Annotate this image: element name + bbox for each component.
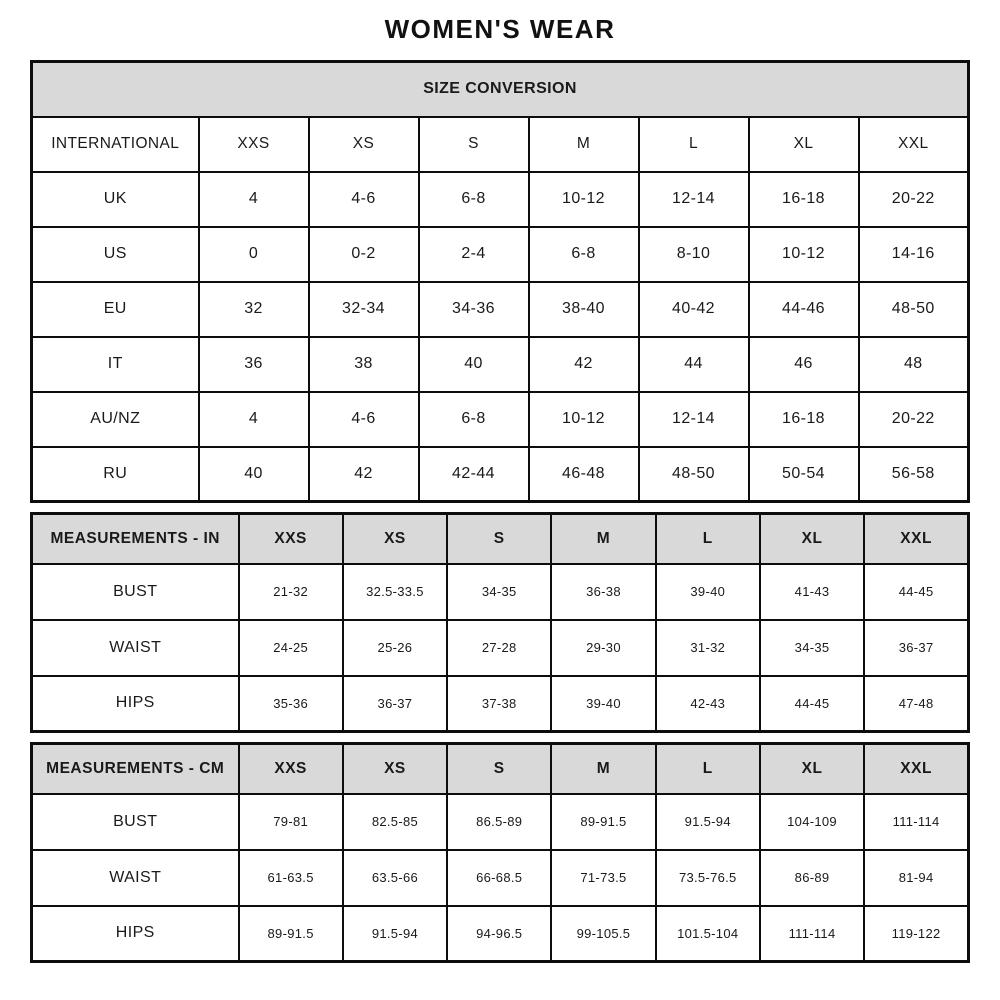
cell: 42-43: [656, 676, 760, 732]
cell: 20-22: [859, 172, 969, 227]
col-header: INTERNATIONAL: [32, 117, 199, 172]
col-header: S: [419, 117, 529, 172]
col-header: XS: [343, 514, 447, 564]
row-label: EU: [32, 282, 199, 337]
cell: 44-45: [760, 676, 864, 732]
cell: 94-96.5: [447, 906, 551, 962]
row-label: IT: [32, 337, 199, 392]
page-title: WOMEN'S WEAR: [384, 14, 616, 44]
cell: 111-114: [864, 794, 968, 850]
table-row: [32, 337, 969, 392]
cell: 73.5-76.5: [656, 850, 760, 906]
col-header: L: [639, 117, 749, 172]
cell: 42: [529, 337, 639, 392]
row-label: WAIST: [32, 620, 239, 676]
row-label: HIPS: [32, 906, 239, 962]
cell: 14-16: [859, 227, 969, 282]
cell: 34-35: [760, 620, 864, 676]
row-label: UK: [32, 172, 199, 227]
cell: 0: [199, 227, 309, 282]
cell: 39-40: [551, 676, 655, 732]
col-header: M: [551, 514, 655, 564]
cell: 25-26: [343, 620, 447, 676]
size-conversion-title: SIZE CONVERSION: [32, 62, 969, 117]
cell: 44-46: [749, 282, 859, 337]
cell: 8-10: [639, 227, 749, 282]
cell: 48-50: [639, 447, 749, 502]
table-row: [32, 447, 969, 502]
cell: 24-25: [239, 620, 343, 676]
cell: 48-50: [859, 282, 969, 337]
cell: 36-37: [343, 676, 447, 732]
cell: 16-18: [749, 392, 859, 447]
cell: 91.5-94: [656, 794, 760, 850]
col-header: XXL: [864, 744, 968, 794]
cell: 56-58: [859, 447, 969, 502]
table-row: [32, 227, 969, 282]
measurements-in-header-row: [32, 514, 969, 564]
cell: 86.5-89: [447, 794, 551, 850]
table-row: [32, 564, 969, 620]
col-header: XL: [760, 514, 864, 564]
cell: 79-81: [239, 794, 343, 850]
cell: 38-40: [529, 282, 639, 337]
cell: 61-63.5: [239, 850, 343, 906]
cell: 32.5-33.5: [343, 564, 447, 620]
size-conversion-banner-row: [32, 62, 969, 117]
cell: 34-35: [447, 564, 551, 620]
col-header: XS: [309, 117, 419, 172]
cell: 36-37: [864, 620, 968, 676]
col-header: S: [447, 514, 551, 564]
table-row: [32, 906, 969, 962]
row-label: US: [32, 227, 199, 282]
cell: 82.5-85: [343, 794, 447, 850]
table-row: [32, 392, 969, 447]
col-header: L: [656, 514, 760, 564]
col-header: MEASUREMENTS - CM: [32, 744, 239, 794]
measurements-cm-table: [30, 742, 970, 963]
cell: 4: [199, 392, 309, 447]
col-header: XS: [343, 744, 447, 794]
cell: 16-18: [749, 172, 859, 227]
cell: 36-38: [551, 564, 655, 620]
cell: 104-109: [760, 794, 864, 850]
row-label: RU: [32, 447, 199, 502]
cell: 119-122: [864, 906, 968, 962]
cell: 2-4: [419, 227, 529, 282]
cell: 47-48: [864, 676, 968, 732]
size-conversion-header-row: [32, 117, 969, 172]
cell: 12-14: [639, 172, 749, 227]
cell: 46-48: [529, 447, 639, 502]
cell: 89-91.5: [239, 906, 343, 962]
cell: 21-32: [239, 564, 343, 620]
cell: 40: [199, 447, 309, 502]
cell: 6-8: [419, 392, 529, 447]
cell: 41-43: [760, 564, 864, 620]
measurements-in-table: [30, 512, 970, 733]
col-header: L: [656, 744, 760, 794]
cell: 36: [199, 337, 309, 392]
cell: 81-94: [864, 850, 968, 906]
cell: 10-12: [529, 392, 639, 447]
col-header: XXL: [864, 514, 968, 564]
size-conversion-table: [30, 60, 970, 503]
table-row: [32, 282, 969, 337]
cell: 99-105.5: [551, 906, 655, 962]
col-header: M: [529, 117, 639, 172]
cell: 66-68.5: [447, 850, 551, 906]
cell: 40-42: [639, 282, 749, 337]
cell: 71-73.5: [551, 850, 655, 906]
cell: 35-36: [239, 676, 343, 732]
cell: 91.5-94: [343, 906, 447, 962]
row-label: HIPS: [32, 676, 239, 732]
row-label: BUST: [32, 794, 239, 850]
table-row: [32, 172, 969, 227]
cell: 6-8: [419, 172, 529, 227]
measurements-cm-header-row: [32, 744, 969, 794]
table-row: [32, 676, 969, 732]
col-header: M: [551, 744, 655, 794]
cell: 89-91.5: [551, 794, 655, 850]
cell: 4: [199, 172, 309, 227]
cell: 50-54: [749, 447, 859, 502]
cell: 38: [309, 337, 419, 392]
cell: 6-8: [529, 227, 639, 282]
cell: 10-12: [529, 172, 639, 227]
col-header: XL: [749, 117, 859, 172]
cell: 32-34: [309, 282, 419, 337]
col-header: XXS: [239, 514, 343, 564]
table-row: [32, 850, 969, 906]
cell: 42: [309, 447, 419, 502]
cell: 34-36: [419, 282, 529, 337]
cell: 63.5-66: [343, 850, 447, 906]
cell: 44-45: [864, 564, 968, 620]
table-row: [32, 794, 969, 850]
cell: 37-38: [447, 676, 551, 732]
col-header: XXL: [859, 117, 969, 172]
table-row: [32, 620, 969, 676]
col-header: XL: [760, 744, 864, 794]
row-label: WAIST: [32, 850, 239, 906]
cell: 4-6: [309, 172, 419, 227]
cell: 4-6: [309, 392, 419, 447]
cell: 0-2: [309, 227, 419, 282]
page: [30, 0, 970, 963]
cell: 40: [419, 337, 529, 392]
cell: 31-32: [656, 620, 760, 676]
cell: 46: [749, 337, 859, 392]
col-header: XXS: [239, 744, 343, 794]
cell: 101.5-104: [656, 906, 760, 962]
cell: 32: [199, 282, 309, 337]
cell: 27-28: [447, 620, 551, 676]
cell: 86-89: [760, 850, 864, 906]
col-header: S: [447, 744, 551, 794]
row-label: BUST: [32, 564, 239, 620]
cell: 44: [639, 337, 749, 392]
cell: 12-14: [639, 392, 749, 447]
cell: 39-40: [656, 564, 760, 620]
col-header: MEASUREMENTS - IN: [32, 514, 239, 564]
row-label: AU/NZ: [32, 392, 199, 447]
cell: 111-114: [760, 906, 864, 962]
cell: 48: [859, 337, 969, 392]
col-header: XXS: [199, 117, 309, 172]
cell: 20-22: [859, 392, 969, 447]
cell: 10-12: [749, 227, 859, 282]
cell: 29-30: [551, 620, 655, 676]
cell: 42-44: [419, 447, 529, 502]
